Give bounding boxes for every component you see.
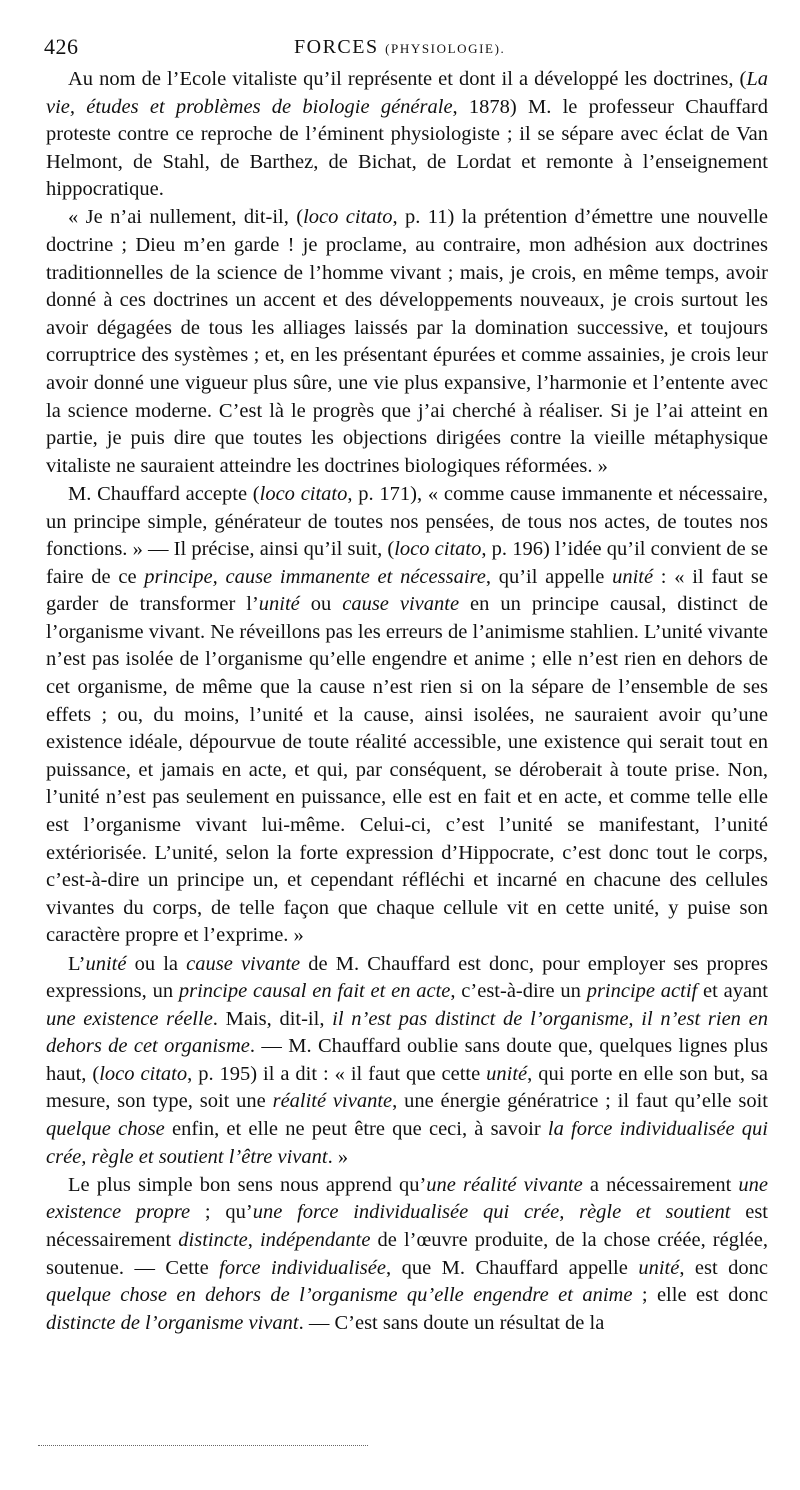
italic-run: il n’est pas distinct de l’organisme, il n’est rien en dehors de cet organisme — [46, 1007, 768, 1058]
running-title — [294, 36, 505, 59]
text-run: . — C’est sans doute un résultat de la — [298, 1311, 605, 1334]
paragraph — [46, 481, 768, 950]
text-run: de M. Chauffard est donc, pour employer ses propres expressions, un — [46, 952, 768, 1003]
italic-run: unité — [258, 593, 300, 616]
text-run: . — M. Chauffard oublie sans doute que, quelques lignes plus haut, ( — [46, 1035, 768, 1085]
italic-run: unité — [85, 952, 127, 975]
italic-run: une réalité vivante — [426, 1173, 583, 1196]
italic-run: une force individualisée qui crée, règle et soutient — [252, 1201, 731, 1224]
text-run: Le plus simple bon sens nous apprend qu’ — [68, 1173, 427, 1196]
italic-run: principe actif — [586, 980, 698, 1003]
text-run: , p. 11) la prétention d’émettre une nouvelle doctrine ; Dieu m’en garde ! je proclame, au contraire, mon adhésion aux doctrines traditionnelles de la science de l’homme vivant ; mais, je crois, en même temps, avoir donné à ces doctrines un accent et des développements nouveaux, je crois surtout les avoir dégagées de tous les alliages laissés par la domination successive, et toujours corruptrice des systèmes ; et, en les présentant épurées et comme assainies, je crois leur avoir donné une vigueur plus sûre, une vie plus expansive, l’harmonie et l’entente avec la science moderne. C’est là le progrès que j’ai cherché à réaliser. Si je l’ai atteint en partie, je puis dire que toutes les objections dirigées contre la vieille métaphysique vitaliste ne sauraient atteindre les doctrines biologiques réformées. » — [46, 206, 768, 477]
footer-dotted-rule — [38, 1445, 368, 1446]
body-text — [46, 66, 768, 1337]
text-run: enfin, et elle ne peut être que ceci, à savoir — [164, 1118, 548, 1141]
italic-run: principe causal en fait et en acte — [178, 980, 451, 1003]
text-run: , est donc — [679, 1256, 768, 1279]
text-run: , qu’il appelle — [485, 565, 613, 588]
italic-run: loco citato — [394, 538, 482, 561]
italic-run: cause vivante — [186, 952, 301, 975]
text-run: L’ — [68, 952, 86, 975]
page-header — [44, 34, 774, 64]
text-run: , 1878) M. le professeur Chauffard proteste contre ce reproche de l’éminent physiologiste ; il se sépare avec éclat de Van Helmont, de Stahl, de Barthez, de Bichat, de Lordat et remonte à l’enseignement hippocratique. — [46, 95, 768, 201]
text-run: a nécessairement — [582, 1173, 739, 1196]
text-run: , p. 196) l’idée qu’il convient de se faire de ce — [46, 538, 768, 588]
text-run: « Je n’ai nullement, dit-il, ( — [68, 206, 304, 229]
text-run: ; qu’ — [190, 1201, 253, 1224]
text-run: en un principe causal, distinct de l’organisme vivant. Ne réveillons pas les erreurs de l’animisme stahlien. L’unité vivante n’est pas isolée de l’organisme qu’elle engendre et anime ; elle n’est rien en dehors de cet organisme, de même que la cause n’est rien si on la sépare de l’ensemble de ses effets ; ou, du moins, l’unité et la cause, ainsi isolées, ne sauraient avoir qu’une existence idéale, dépourvue de toute réalité accessible, une existence qui serait tout en puissance, et jamais en acte, et qui, par conséquent, se déroberait à toute prise. Non, l’unité n’est pas seulement en puissance, elle est en fait et en acte, et comme telle elle est l’organisme vivant lui-même. Celui-ci, c’est l’unité se manifestant, l’unité extériorisée. L’unité, selon la forte expression d’Hippocrate, c’est donc tout le corps, c’est-à-dire un principe un, et cependant réfléchi et incarné en chacune des cellules vivantes du corps, de telle façon que chaque cellule vit en cette unité, y puise son caractère propre et l’exprime. » — [46, 593, 768, 947]
italic-run: unité — [486, 1062, 528, 1085]
text-run: ou la — [126, 952, 187, 975]
italic-run: réalité vivante — [272, 1090, 393, 1113]
text-run: : « il faut se garder de transformer l’ — [46, 565, 769, 616]
italic-run: principe, cause immanente et nécessaire — [144, 565, 486, 588]
paragraph — [46, 204, 768, 480]
italic-run: cause vivante — [342, 593, 460, 616]
text-run: , — [247, 1228, 260, 1251]
italic-run: unité — [638, 1256, 680, 1279]
text-run: ; elle est donc — [632, 1284, 768, 1307]
text-run: ou — [299, 593, 343, 616]
page-number: 426 — [44, 34, 79, 59]
running-title-sub: (PHYSIOLOGIE). — [385, 41, 506, 56]
italic-run: distincte — [178, 1228, 248, 1251]
italic-run: loco citato — [99, 1062, 188, 1085]
text-run: , une énergie génératrice ; il faut qu’elle soit — [392, 1090, 768, 1113]
italic-run: force individualisée — [219, 1256, 386, 1279]
italic-run: une existence réelle — [46, 1007, 213, 1030]
italic-run: La vie, études et problèmes de biologie générale — [46, 68, 768, 118]
italic-run: quelque chose — [46, 1118, 165, 1141]
italic-run: distincte de l’organisme vivant — [46, 1311, 299, 1334]
text-run: M. Chauffard accepte ( — [68, 482, 260, 505]
italic-run: loco citato — [303, 206, 393, 229]
text-run: est nécessairement — [46, 1201, 769, 1251]
italic-run: la force individualisée qui crée, règle et soutient l’être vivant — [46, 1118, 768, 1168]
italic-run: unité — [612, 565, 654, 588]
text-run: de l’œuvre produite, de la chose créée, réglée, soutenue. — Cette — [46, 1228, 769, 1279]
text-run: , que M. Chauffard appelle — [385, 1256, 639, 1279]
paragraph — [46, 951, 768, 1172]
paragraph — [46, 1172, 768, 1338]
text-run: , p. 195) il a dit : « il faut que cette — [187, 1062, 487, 1085]
text-run: , qui porte en elle son but, sa mesure, son type, soit une — [46, 1062, 769, 1113]
italic-run: indépendante — [259, 1228, 371, 1251]
text-run: et ayant — [697, 980, 769, 1003]
text-run: . Mais, dit-il, — [212, 1007, 333, 1030]
italic-run: quelque chose en dehors de l’organisme qu’elle engendre et anime — [46, 1284, 633, 1307]
text-run: , p. 171), « comme cause immanente et nécessaire, un principe simple, générateur de toutes nos pensées, de tous nos actes, de toutes nos fonctions. » — Il précise, ainsi qu’il suit, ( — [46, 482, 768, 561]
italic-run: loco citato — [259, 482, 348, 505]
italic-run: une existence propre — [46, 1173, 768, 1224]
paragraph — [46, 66, 768, 204]
text-run: . » — [327, 1145, 349, 1168]
text-run: , c’est-à-dire un — [450, 980, 587, 1003]
running-title-main: FORCES — [294, 36, 379, 58]
text-run: Au nom de l’Ecole vitaliste qu’il représente et dont il a développé les doctrines, ( — [68, 68, 747, 90]
